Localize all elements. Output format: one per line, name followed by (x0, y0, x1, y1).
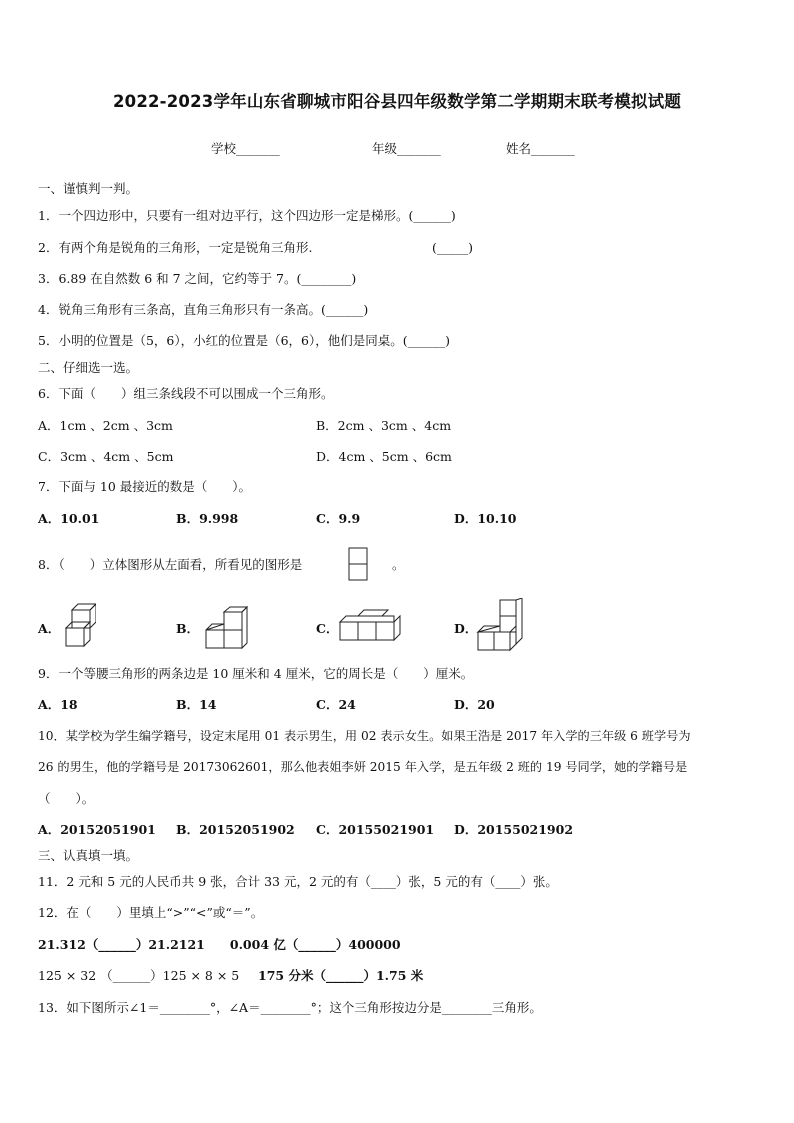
q10-option-b[interactable]: B．20152051902 (176, 822, 295, 837)
q10-option-d[interactable]: D．20155021902 (454, 822, 574, 837)
cube-figure-d (474, 598, 528, 654)
question-2: 2．有两个角是锐角的三角形，一定是锐角三角形. (38, 240, 313, 255)
q8-option-c[interactable]: C． (316, 621, 339, 636)
question-12: 12．在（ ）里填上“>”“<”或“＝”。 (38, 905, 264, 920)
question-10-line-3: （ ）。 (38, 791, 95, 806)
name-field[interactable]: 姓名_______ (506, 141, 575, 156)
cube-figure-a (62, 600, 96, 650)
q9-option-a[interactable]: A．18 (38, 697, 78, 712)
cube-figure-c (338, 608, 402, 642)
q12-comparison-line-1[interactable]: 21.312（______）21.2121 0.004 亿（______）400000 (38, 937, 401, 952)
cube-figure-b (204, 606, 248, 650)
q6-option-b[interactable]: B．2cm 、3cm 、4cm (316, 418, 452, 433)
q8-option-b[interactable]: B． (176, 621, 200, 636)
page-title: 2022-2023学年山东省聊城市阳谷县四年级数学第二学期期末联考模拟试题 (112, 92, 682, 111)
question-4: 4．锐角三角形有三条高，直角三角形只有一条高。(______) (38, 302, 369, 317)
question-1: 1．一个四边形中，只要有一组对边平行，这个四边形一定是梯形。(______) (38, 208, 456, 223)
q7-option-b[interactable]: B．9.998 (176, 511, 239, 526)
q7-option-c[interactable]: C．9.9 (316, 511, 361, 526)
school-field[interactable]: 学校_______ (211, 141, 280, 156)
question-3: 3．6.89 在自然数 6 和 7 之间，它约等于 7。(________) (38, 271, 357, 286)
q7-option-d[interactable]: D．10.10 (454, 511, 517, 526)
question-9: 9．一个等腰三角形的两条边是 10 厘米和 4 厘米，它的周长是（ ）厘米。 (38, 666, 474, 681)
q8-option-a[interactable]: A． (38, 621, 61, 636)
question-6: 6．下面（ ）组三条线段不可以围成一个三角形。 (38, 386, 334, 401)
q8-option-d[interactable]: D． (454, 621, 478, 636)
q9-option-b[interactable]: B．14 (176, 697, 217, 712)
question-11: 11．2 元和 5 元的人民币共 9 张，合计 33 元，2 元的有（____）张，5 元的有（____）张。 (38, 874, 558, 889)
q9-option-d[interactable]: D．20 (454, 697, 495, 712)
q10-option-a[interactable]: A．20152051901 (38, 822, 156, 837)
q10-option-c[interactable]: C．20155021901 (316, 822, 435, 837)
q6-option-c[interactable]: C．3cm 、4cm 、5cm (38, 449, 174, 464)
question-8-end: 。 (392, 557, 405, 572)
left-view-figure (348, 547, 370, 583)
question-10-line-2: 26 的男生，他的学籍号是 20173062601，那么他表姐李妍 2015 年入学，是五年级 2 班的 19 号同学，她的学籍号是 (38, 760, 688, 774)
question-2-blank[interactable]: (_____) (432, 240, 474, 255)
section-heading-2: 二、仔细选一选。 (38, 360, 139, 375)
section-heading-1: 一、谨慎判一判。 (38, 181, 139, 196)
question-8: 8．（ ）立体图形从左面看，所看见的图形是 (38, 557, 303, 572)
question-13: 13．如下图所示∠1＝________°，∠A＝________°；这个三角形按边分是________三角形。 (38, 1000, 542, 1015)
question-5: 5．小明的位置是（5，6），小红的位置是（6，6），他们是同桌。(______) (38, 333, 451, 348)
q7-option-a[interactable]: A．10.01 (38, 511, 100, 526)
q12-comparison-line-2a[interactable]: 125 × 32 （______）125 × 8 × 5 (38, 968, 240, 983)
question-10-line-1: 10．某学校为学生编学籍号，设定末尾用 01 表示男生，用 02 表示女生。如果王浩是 2017 年入学的三年级 6 班学号为 (38, 729, 691, 743)
q6-option-d[interactable]: D．4cm 、5cm 、6cm (316, 449, 452, 464)
q12-comparison-line-2b[interactable]: 175 分米（______）1.75 米 (258, 968, 424, 983)
grade-field[interactable]: 年级_______ (372, 141, 441, 156)
section-heading-3: 三、认真填一填。 (38, 848, 139, 863)
q9-option-c[interactable]: C．24 (316, 697, 356, 712)
question-7: 7．下面与 10 最接近的数是（ ）。 (38, 479, 252, 494)
q6-option-a[interactable]: A．1cm 、2cm 、3cm (38, 418, 173, 433)
